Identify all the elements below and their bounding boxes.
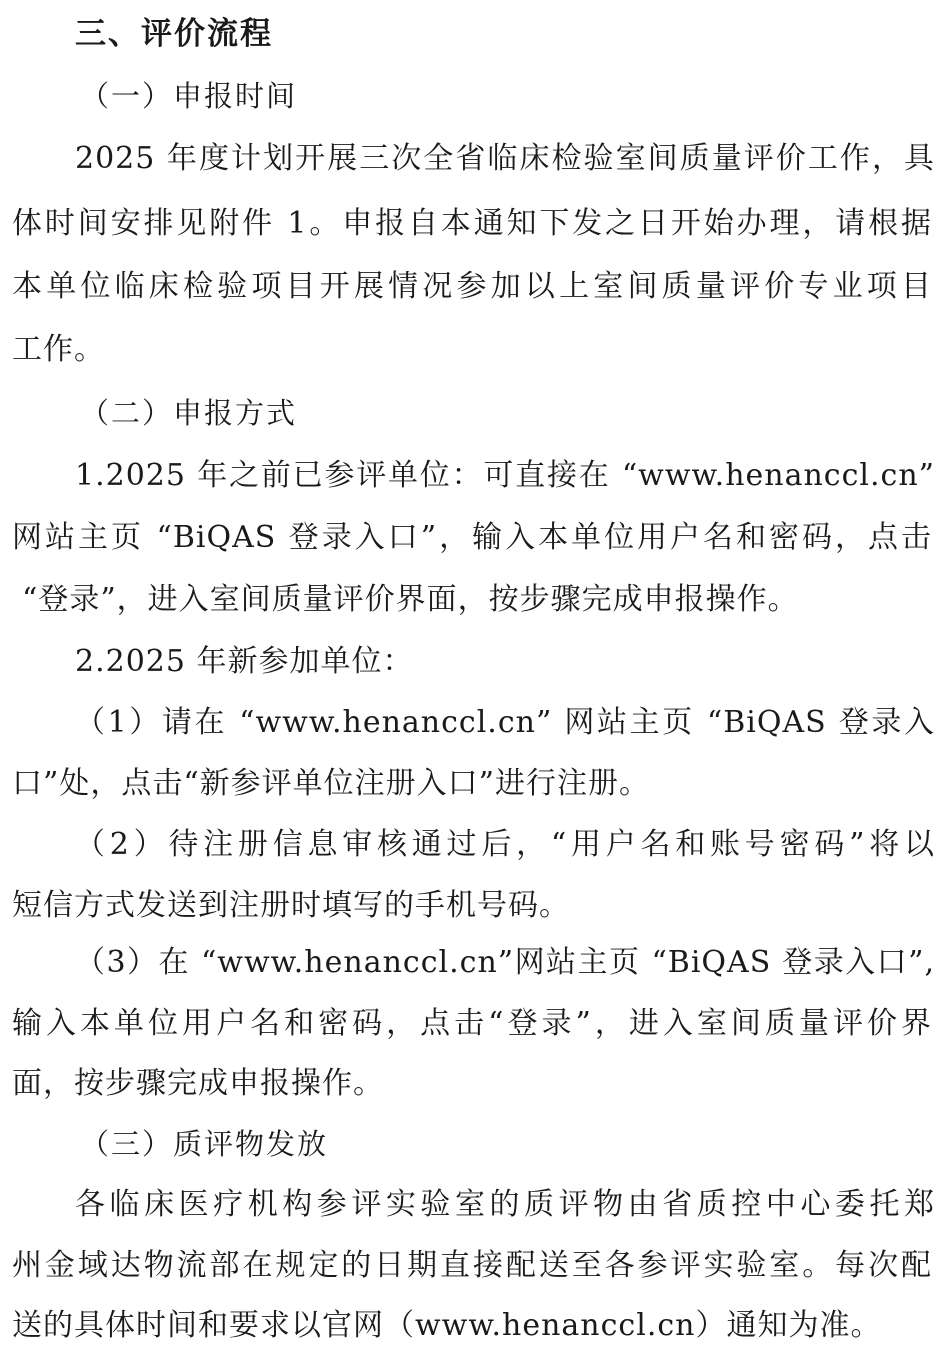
item-title: 2.2025 年新参加单位： [75, 644, 414, 679]
paragraph-line: 本单位临床检验项目开展情况参加以上室间质量评价专业项目 [12, 269, 932, 304]
paragraph-line: 2025 年度计划开展三次全省临床检验室间质量评价工作，具 [75, 141, 935, 176]
paragraph-line: 口”处，点击“新参评单位注册入口”进行注册。 [12, 766, 651, 801]
subsection-heading-time: （一）申报时间 [80, 79, 298, 113]
paragraph-line: 网站主页 “BiQAS 登录入口”，输入本单位用户名和密码，点击 [12, 520, 932, 555]
paragraph-line: 各临床医疗机构参评实验室的质评物由省质控中心委托郑 [75, 1187, 935, 1222]
subsection-heading-method: （二）申报方式 [80, 396, 298, 430]
paragraph-line: 工作。 [12, 332, 105, 367]
paragraph-line: 体时间安排见附件 1。申报自本通知下发之日开始办理，请根据 [12, 206, 932, 241]
paragraph-line: （3）在 “www.henanccl.cn”网站主页 “BiQAS 登录入口”, [75, 945, 935, 980]
paragraph-line: “登录”，进入室间质量评价界面，按步骤完成申报操作。 [22, 582, 799, 617]
section-title: 三、评价流程 [75, 16, 273, 52]
paragraph-line: （2）待注册信息审核通过后，“用户名和账号密码”将以 [75, 827, 935, 862]
paragraph-line: （1）请在 “www.henanccl.cn” 网站主页 “BiQAS 登录入 [75, 705, 935, 740]
paragraph-line: 短信方式发送到注册时填写的手机号码。 [12, 888, 570, 923]
paragraph-line: 面，按步骤完成申报操作。 [12, 1066, 384, 1101]
paragraph-line: 输入本单位用户名和密码，点击“登录”，进入室间质量评价界 [12, 1006, 932, 1041]
subsection-heading-distribution: （三）质评物发放 [80, 1127, 329, 1161]
paragraph-line: 送的具体时间和要求以官网（www.henanccl.cn）通知为准。 [12, 1308, 882, 1343]
paragraph-line: 1.2025 年之前已参评单位：可直接在 “www.henanccl.cn” [75, 458, 935, 493]
paragraph-line: 州金域达物流部在规定的日期直接配送至各参评实验室。每次配 [12, 1248, 932, 1283]
